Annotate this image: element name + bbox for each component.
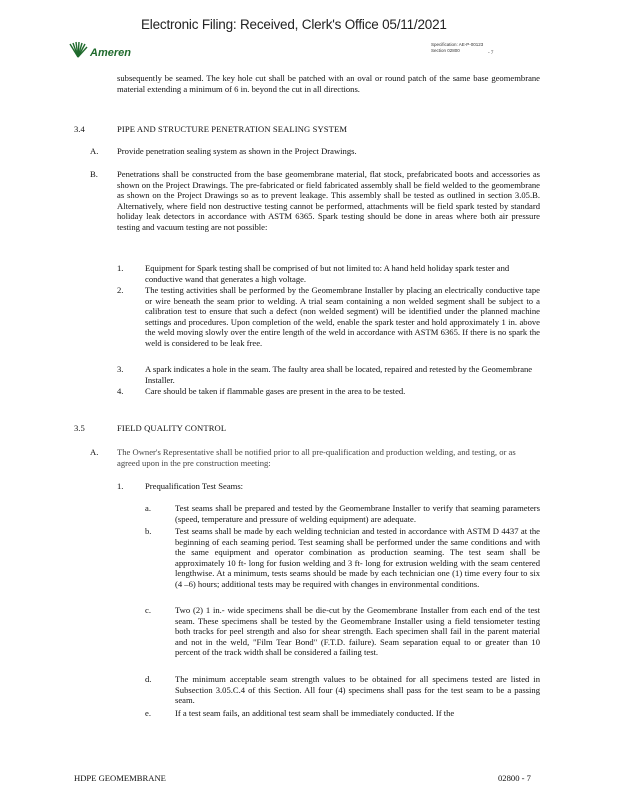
s35-item-letter: a. — [145, 503, 151, 513]
s35-a-text: The Owner's Representative shall be notified prior to all pre-qualification and production welding, and testing, or as agreed upon in the pre construction meeting: — [117, 447, 516, 468]
section-title-3-5: FIELD QUALITY CONTROL — [117, 423, 227, 433]
s34-item-text: Care should be taken if flammable gases are present in the area to be tested. — [145, 386, 406, 396]
footer-page-number: 02800 - 7 — [498, 773, 531, 783]
s35-item-letter: d. — [145, 674, 152, 684]
ameren-burst-icon — [68, 41, 88, 59]
s34-item-text: A spark indicates a hole in the seam. The faulty area shall be located, repaired and retested by the Geomembrane Installer. — [145, 364, 533, 385]
s35-item-letter: b. — [145, 526, 152, 536]
footer-title: HDPE GEOMEMBRANE — [74, 773, 166, 783]
s35-sub1-number: 1. — [117, 481, 124, 491]
header-page-mark: - 7 — [488, 51, 494, 56]
section-number-3-4: 3.4 — [74, 124, 85, 134]
s34-item-text: The testing activities shall be performed by the Geomembrane Installer by placing an electrically conductive tape or wire beneath the seam prior to welding. A trial seam containing a non welded segment shall be subject to a calibration test to ensure that such a defect (non welded segment) will be identified under the planned machine settings and procedures. Upon completion of the weld, enable the spark tester and hold approximately 1 in. above the weld moving slowly over the entire length of the weld in accordance with ASTM 6365. If there is no spark the weld is considered to be leak free. — [145, 285, 540, 348]
s35-item-letter: e. — [145, 708, 151, 718]
filing-stamp: Electronic Filing: Received, Clerk's Office 05/11/2021 — [141, 17, 447, 32]
s34-item-number: 3. — [117, 364, 124, 374]
header-spec-line: Specification: AE-P-00123 — [431, 42, 484, 47]
s34-a-text: Provide penetration sealing system as shown in the Project Drawings. — [117, 146, 357, 156]
s34-item-number: 2. — [117, 285, 124, 295]
header-section-line: Section 02800 — [431, 48, 460, 53]
s35-item-text: If a test seam fails, an additional test seam shall be immediately conducted. If the — [175, 708, 455, 718]
s35-sub1-title: Prequalification Test Seams: — [145, 481, 244, 491]
s34-a-label: A. — [90, 146, 99, 156]
section-title-3-4: PIPE AND STRUCTURE PENETRATION SEALING SYSTEM — [117, 124, 348, 134]
section-number-3-5: 3.5 — [74, 423, 85, 433]
s35-item-text: Test seams shall be prepared and tested by the Geomembrane Installer to verify that seaming parameters (speed, temperature and pressure of welding equipment) are adequate. — [175, 503, 540, 524]
s35-a-label: A. — [90, 447, 99, 457]
header-spec — [431, 42, 483, 54]
s34-b-label: B. — [90, 169, 98, 179]
s35-item-letter: c. — [145, 605, 151, 615]
s35-item-text: Two (2) 1 in.- wide specimens shall be die-cut by the Geomembrane Installer from each end of the test seam. These specimens shall be tested by the Geomembrane Installer using a field tensiometer testing both tracks for peel strength and also for shear strength. Each specimen shall fail in the parent material and not in the weld, "Film Tear Bond" (F.T.D. failure). Seam separation equal to or greater than 10 percent of the track width shall be considered a failing test. — [175, 605, 540, 658]
logo-wordmark: Ameren — [90, 47, 131, 59]
s35-item-text: Test seams shall be made by each welding technician and tested in accordance with ASTM D 4437 at the beginning of each seaming period. Test seaming shall be performed under the same conditions and with the same equipment and operator combination as production seaming. The test seam shall be approximately 10 ft- long for fusion welding and 3 ft- long for extrusion welding with the seam centered lengthwise. At a minimum, tests seams should be made by each technician one (1) time every four to six (4 –6) hours; additional tests may be required with changes in environmental conditions. — [175, 526, 540, 589]
s34-item-number: 1. — [117, 263, 124, 273]
s35-item-text: The minimum acceptable seam strength values to be obtained for all specimens tested are listed in Subsection 3.05.C.4 of this Section. All four (4) specimens shall pass for the test seam to be a passing seam. — [175, 674, 540, 706]
s34-item-text: Equipment for Spark testing shall be comprised of but not limited to: A hand held holiday spark tester and conductive wand that generates a high voltage. — [145, 263, 510, 284]
s34-item-number: 4. — [117, 386, 124, 396]
s34-b-text: Penetrations shall be constructed from the base geomembrane material, flat stock, prefabricated boots and accessories as shown on the Project Drawings. The pre-fabricated or field fabricated assembly shall be field welded to the geomembrane as shown on the Project Drawings so as to prevent leakage. This assembly shall be tested as outlined in section 3.05.B. Alternatively, where field non destructive testing cannot be performed, attachments will be field spark tested by standard holiday leak detectors in accordance with ASTM 6365. Spark testing should be done in areas where both air pressure testing and vacuum testing are not possible: — [117, 169, 540, 232]
company-logo — [68, 40, 131, 60]
continuation-paragraph: subsequently be seamed. The key hole cut shall be patched with an oval or round patch of the same base geomembrane material extending a minimum of 6 in. beyond the cut in all directions. — [117, 73, 540, 94]
